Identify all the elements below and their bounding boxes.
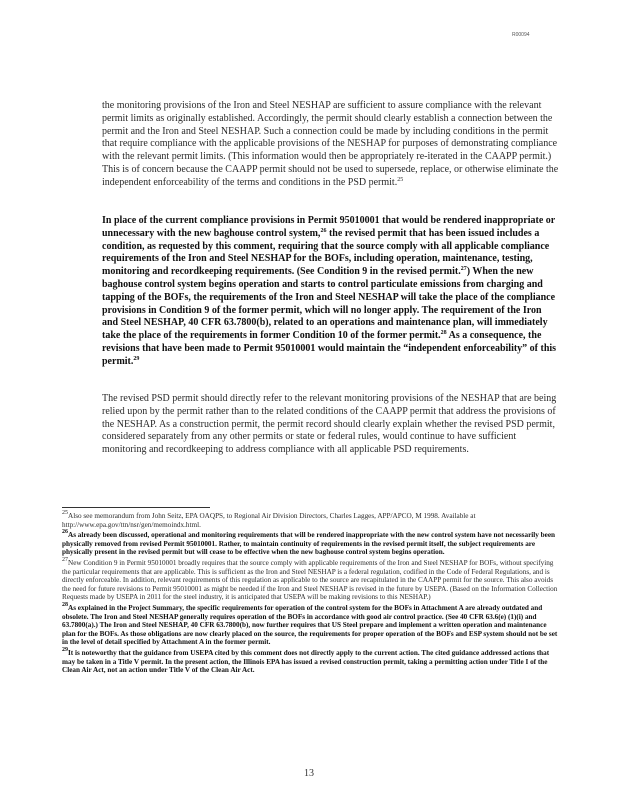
- footnote-text: As already been discussed, operational and monitoring requirements that will be rendered inappropriate with the new control system have not necessarily been physically removed from revised Permit 95010001. Rather, to maintain continuity of requirements in the revised permit itself, the subject requirements are physically present in the revised permit but will cease to be effective when the new baghouse control system begins operation.: [62, 531, 556, 557]
- footnote-text: New Condition 9 in Permit 95010001 broadly requires that the source comply with applicable requirements of the Iron and Steel NESHAP for BOFs, without specifying the particular requirements that are applicable. This is sufficient as the Iron and Steel NESHAP is a federal regulation, codified in the Code of Federal Regulations, and is directly enforceable. In addition, relevant requirements of this regulation as applicable to the source are recapitulated in the CAAPP permit for the source. This also avoids the need for future revisions to Permit 95010001 as might be needed if the Iron and Steel NESHAP is revised in the future by USEPA. (Based on the Information Collection Requests made by USEPA in 2011 for the steel industry, it is anticipated that USEPA will be making revisions to this NESHAP.): [62, 558, 558, 602]
- footnote-number: 25: [62, 510, 68, 516]
- footnote-ref-28: 28: [440, 330, 447, 337]
- footnote-26: [62, 531, 560, 557]
- paragraph-text: the monitoring provisions of the Iron and Steel NESHAP are sufficient to assure compliance with the relevant permit limits as originally established. Accordingly, the permit should clearly establish a connection between the permit and the Iron and Steel NESHAP. Such a connection could be made by including conditions in the permit that require compliance with the applicable provisions of the NESHAP for purposes of demonstrating compliance with the relevant permit limits. (This information would then be appropriately re-iterated in the CAAPP permit.) This is of concern because the CAAPP permit should not be used to supersede, replace, or otherwise eliminate the independent enforceability of the terms and conditions in the PSD permit.: [102, 100, 559, 188]
- footnote-number: 29: [62, 646, 68, 653]
- paragraph-text-b: the revised permit that has been issued includes a condition, as requested by this comment, requiring that the source comply with all applicable compliance requirements of the Iron and Steel NESHAP for the BOFs, including operation, maintenance, testing, monitoring and recordkeeping requirements. (See Condition 9 in the revised permit.: [102, 227, 550, 278]
- paragraph-text-d: As a consequence, the revisions that have been made to Permit 95010001 would maintain the “independent enforceability” of this permit.: [102, 330, 557, 367]
- paragraph-response-bold: [102, 215, 560, 380]
- footnotes-section: [62, 512, 560, 677]
- paragraph-text: The revised PSD permit should directly refer to the relevant monitoring provisions of the NESHAP that are being relied upon by the permit rather than to the related conditions of the CAAPP permit that address the provisions of the NESHAP. As a construction permit, the permit record should clearly explain whether the revised PSD permit, considered separately from any other permits or state or federal rules, would continue to have sufficient monitoring and recordkeeping to address compliance with all applicable PSD requirements.: [102, 393, 557, 456]
- paragraph-text-c: ) When the new baghouse control system begins operation and starts to control particulate emissions from charging and tapping of the BOFs, the requirements of the Iron and Steel NESHAP will take the place of the compliance provisions in Condition 9 of the former permit, which will no longer apply. The requirement of the Iron and Steel NESHAP, 40 CFR 63.7800(b), related to an operations and maintenance plan, will immediately take the place of the requirements in former Condition 10 of the former permit.: [102, 266, 556, 342]
- footnote-text: Also see memorandum from John Seitz, EPA OAQPS, to Regional Air Division Directors, Charles Lagges, APP/APCO, M 1998. Available at http://www.epa.gov/ttn/nsr/gen/memoindx.html.: [62, 512, 476, 529]
- page-number: 13: [304, 768, 314, 779]
- paragraph-revised-psd: [102, 393, 560, 468]
- footnote-divider: [62, 507, 210, 508]
- footnote-27: [62, 556, 560, 602]
- footnote-text: As explained in the Project Summary, the specific requirements for operation of the control system for the BOFs in Attachment A are already outdated and obsolete. The Iron and Steel NESHAP generally requires operation of the BOFs in accordance with good air control practice. (See 40 CFR 63.6(e) (1)(i) and 63.7800(a).) The Iron and Steel NESHAP, 40 CFR 63.7800(b), now further requires that US Steel prepare and implement a written operation and maintenance plan for the BOFs. As those obligations are now clearly placed on the source, the requirements for proper operation of the BOFs and ESP system should not be set in the level of detail specified by Attachment A in the former permit.: [62, 603, 558, 647]
- page-id-stamp: R00094: [512, 32, 530, 38]
- footnote-number: 28: [62, 601, 68, 608]
- footnote-ref-25: 25: [397, 176, 404, 183]
- footnote-number: 26: [62, 529, 68, 536]
- footnote-25: [62, 512, 560, 529]
- paragraph-monitoring-provisions: [102, 100, 560, 201]
- paragraph-text-a: In place of the current compliance provisions in Permit 95010001 that would be rendered inappropriate or unnecessary with the new baghouse control system,: [102, 215, 556, 239]
- footnote-29: [62, 646, 560, 675]
- footnote-text: It is noteworthy that the guidance from USEPA cited by this comment does not directly apply to the current action. The cited guidance addressed actions that may be taken in a Title V permit. In the present action, the Illinois EPA has issued a revised construction permit, taking a permitting action under Title I of the Clean Air Act, not an action under Title V of the Clean Air Act.: [62, 648, 550, 675]
- footnote-ref-27: 27: [460, 266, 467, 273]
- footnote-ref-26: 26: [320, 227, 327, 234]
- footnote-28: [62, 601, 560, 647]
- footnote-ref-29: 29: [133, 355, 140, 362]
- footnote-number: 27: [62, 556, 68, 563]
